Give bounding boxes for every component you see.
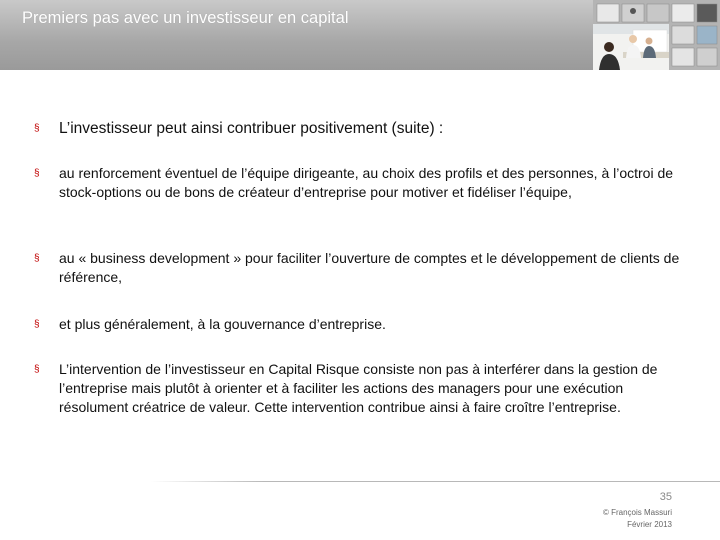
bullet-marker: § <box>34 123 40 134</box>
footer-divider <box>150 481 720 482</box>
slide-title: Premiers pas avec un investisseur en capital <box>22 9 349 27</box>
bullet-text: L’investisseur peut ainsi contribuer positivement (suite) : <box>59 120 444 137</box>
bullet-text: et plus généralement, à la gouvernance d’entreprise. <box>59 316 386 332</box>
date-text: Février 2013 <box>627 520 672 529</box>
bullet-text: au renforcement éventuel de l’équipe dirigeante, au choix des profils et des personnes, à l’octroi de stock-options ou de bons de créateur d’entreprise pour motiver et fidéliser l’équipe, <box>59 165 674 200</box>
bullet-marker: § <box>34 253 40 264</box>
bullet-marker: § <box>34 364 40 375</box>
page-number: 35 <box>659 491 672 503</box>
bullet-marker: § <box>34 319 40 330</box>
copyright-text: © François Massuri <box>602 508 672 517</box>
bullet-marker: § <box>34 168 40 179</box>
bullet-text: L’intervention de l’investisseur en Capital Risque consiste non pas à interférer dans la gestion de l’entreprise mais plutôt à orienter et à faciliter les actions des managers pour une exécution résolument créatrice de valeur. Cette intervention contribue ainsi à faire croître l’entreprise. <box>59 361 658 415</box>
bullet-text: au « business development » pour faciliter l’ouverture de comptes et le développement de clients de référence, <box>59 250 680 285</box>
